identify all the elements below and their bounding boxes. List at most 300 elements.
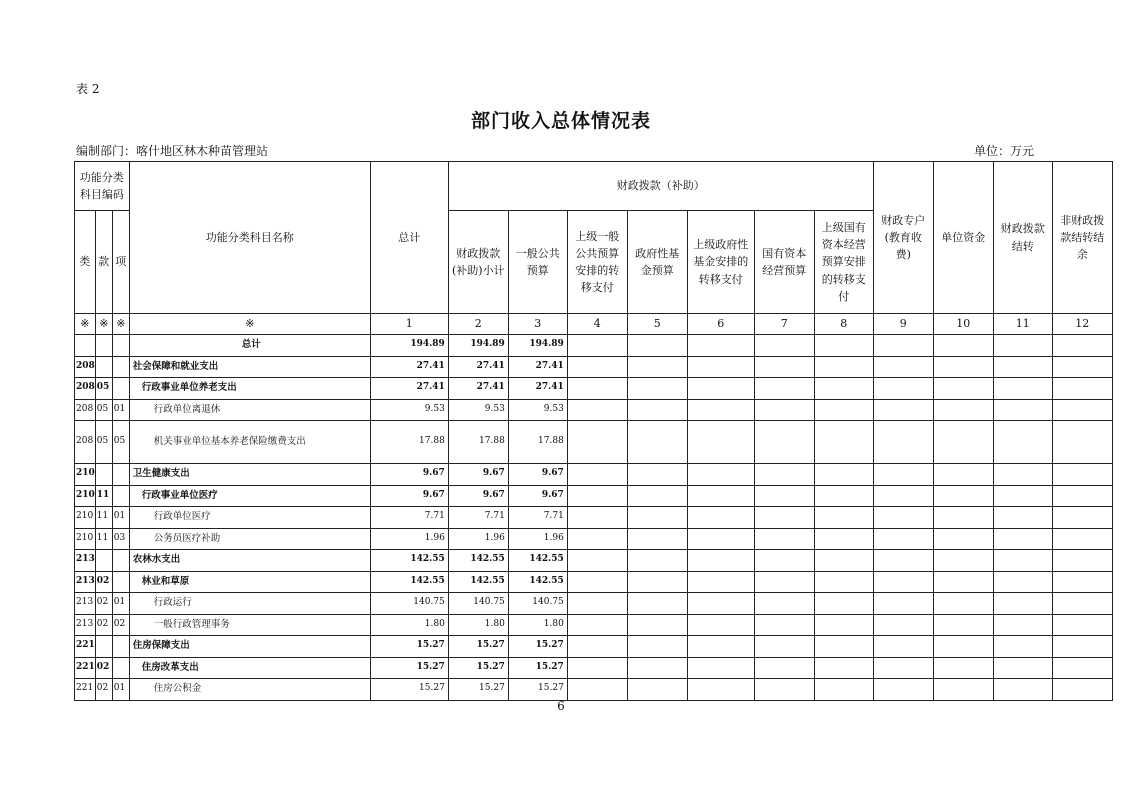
value-empty xyxy=(627,507,687,529)
department-label: 编制部门：喀什地区林木种苗管理站 xyxy=(76,144,269,158)
code-xiang: 03 xyxy=(112,528,129,550)
value-empty xyxy=(814,657,873,679)
value-empty xyxy=(567,507,627,529)
value-empty xyxy=(873,485,933,507)
table-row xyxy=(75,657,1113,679)
code-lei: 213 xyxy=(75,571,96,593)
code-lei: 213 xyxy=(75,593,96,615)
value-empty xyxy=(567,378,627,400)
col-number: 12 xyxy=(1052,314,1112,335)
value-empty xyxy=(687,550,754,572)
value-empty xyxy=(1052,636,1112,658)
value-empty xyxy=(1052,335,1112,357)
value-empty xyxy=(993,507,1052,529)
value-total: 140.75 xyxy=(370,593,448,615)
header-general-public: 一般公共预算 xyxy=(508,211,567,314)
value-empty xyxy=(993,679,1052,701)
value-empty xyxy=(687,593,754,615)
value-empty xyxy=(814,507,873,529)
value-empty xyxy=(933,378,993,400)
value-general-public: 9.67 xyxy=(508,464,567,486)
value-empty xyxy=(933,356,993,378)
value-total: 9.67 xyxy=(370,464,448,486)
value-total: 142.55 xyxy=(370,550,448,572)
item-name: 一般行政管理事务 xyxy=(129,614,370,636)
item-name: 林业和草原 xyxy=(129,571,370,593)
value-total: 9.67 xyxy=(370,485,448,507)
value-empty xyxy=(814,485,873,507)
value-general-public: 142.55 xyxy=(508,550,567,572)
table-row xyxy=(75,464,1113,486)
value-empty xyxy=(814,571,873,593)
code-lei: 208 xyxy=(75,378,96,400)
value-total: 15.27 xyxy=(370,679,448,701)
code-xiang xyxy=(112,378,129,400)
value-empty xyxy=(754,399,814,421)
value-general-public: 15.27 xyxy=(508,657,567,679)
value-empty xyxy=(687,679,754,701)
value-general-public: 27.41 xyxy=(508,356,567,378)
value-empty xyxy=(754,571,814,593)
value-empty xyxy=(627,550,687,572)
item-name: 行政事业单位养老支出 xyxy=(129,378,370,400)
value-empty xyxy=(993,464,1052,486)
value-empty xyxy=(627,571,687,593)
table-row xyxy=(75,636,1113,658)
value-empty xyxy=(814,421,873,464)
code-lei: 210 xyxy=(75,528,96,550)
code-xiang: 01 xyxy=(112,507,129,529)
code-kuan xyxy=(95,636,112,658)
value-fiscal-subtotal: 27.41 xyxy=(448,378,508,400)
value-empty xyxy=(933,335,993,357)
value-fiscal-subtotal: 142.55 xyxy=(448,571,508,593)
value-empty xyxy=(687,528,754,550)
value-empty xyxy=(1052,507,1112,529)
table-number: 表 2 xyxy=(76,82,100,96)
code-lei: 213 xyxy=(75,550,96,572)
value-fiscal-subtotal: 9.67 xyxy=(448,485,508,507)
value-empty xyxy=(993,657,1052,679)
value-empty xyxy=(993,356,1052,378)
value-empty xyxy=(627,335,687,357)
value-empty xyxy=(627,485,687,507)
value-empty xyxy=(1052,571,1112,593)
code-xiang xyxy=(112,571,129,593)
table-row xyxy=(75,399,1113,421)
mark-cell: ※ xyxy=(129,314,370,335)
header-code-group: 功能分类科目编码 xyxy=(75,162,130,211)
value-empty xyxy=(873,614,933,636)
header-kuan: 款 xyxy=(95,211,112,314)
table-row xyxy=(75,335,1113,357)
mark-cell: ※ xyxy=(95,314,112,335)
code-kuan: 11 xyxy=(95,528,112,550)
code-lei: 208 xyxy=(75,399,96,421)
value-empty xyxy=(933,399,993,421)
value-general-public: 15.27 xyxy=(508,679,567,701)
mark-cell: ※ xyxy=(112,314,129,335)
code-kuan: 11 xyxy=(95,507,112,529)
value-empty xyxy=(627,464,687,486)
code-lei xyxy=(75,335,96,357)
code-xiang xyxy=(112,485,129,507)
value-empty xyxy=(687,421,754,464)
header-name: 功能分类科目名称 xyxy=(129,162,370,314)
page-title: 部门收入总体情况表 xyxy=(470,110,651,132)
value-general-public: 7.71 xyxy=(508,507,567,529)
value-empty xyxy=(567,464,627,486)
code-kuan: 05 xyxy=(95,378,112,400)
value-empty xyxy=(1052,378,1112,400)
value-empty xyxy=(1052,679,1112,701)
value-fiscal-subtotal: 9.67 xyxy=(448,464,508,486)
value-general-public: 27.41 xyxy=(508,378,567,400)
value-fiscal-subtotal: 17.88 xyxy=(448,421,508,464)
value-empty xyxy=(567,528,627,550)
code-xiang xyxy=(112,335,129,357)
value-empty xyxy=(873,571,933,593)
value-empty xyxy=(687,335,754,357)
value-empty xyxy=(627,657,687,679)
code-kuan: 02 xyxy=(95,614,112,636)
item-name: 社会保障和就业支出 xyxy=(129,356,370,378)
value-empty xyxy=(754,636,814,658)
value-empty xyxy=(814,464,873,486)
value-empty xyxy=(1052,593,1112,615)
value-empty xyxy=(814,378,873,400)
mark-cell: ※ xyxy=(75,314,96,335)
value-total: 15.27 xyxy=(370,636,448,658)
code-kuan: 02 xyxy=(95,593,112,615)
code-kuan xyxy=(95,356,112,378)
value-empty xyxy=(687,571,754,593)
value-empty xyxy=(754,679,814,701)
value-empty xyxy=(754,657,814,679)
code-xiang: 05 xyxy=(112,421,129,464)
value-total: 7.71 xyxy=(370,507,448,529)
header-total: 总计 xyxy=(370,162,448,314)
value-empty xyxy=(814,614,873,636)
value-empty xyxy=(627,636,687,658)
value-empty xyxy=(567,679,627,701)
header-unit-fund: 单位资金 xyxy=(933,162,993,314)
value-empty xyxy=(814,550,873,572)
value-empty xyxy=(993,614,1052,636)
value-empty xyxy=(754,593,814,615)
code-lei: 208 xyxy=(75,421,96,464)
table-row xyxy=(75,593,1113,615)
value-fiscal-subtotal: 27.41 xyxy=(448,356,508,378)
value-general-public: 194.89 xyxy=(508,335,567,357)
code-xiang: 01 xyxy=(112,593,129,615)
value-total: 194.89 xyxy=(370,335,448,357)
table-row xyxy=(75,421,1113,464)
value-fiscal-subtotal: 194.89 xyxy=(448,335,508,357)
table-row xyxy=(75,679,1113,701)
item-name: 行政事业单位医疗 xyxy=(129,485,370,507)
col-number: 11 xyxy=(993,314,1052,335)
value-empty xyxy=(754,507,814,529)
value-empty xyxy=(993,399,1052,421)
header-nonfiscal-carryover: 非财政拨款结转结余 xyxy=(1052,162,1112,314)
code-kuan: 05 xyxy=(95,421,112,464)
col-number: 9 xyxy=(873,314,933,335)
code-lei: 210 xyxy=(75,507,96,529)
col-number: 6 xyxy=(687,314,754,335)
unit-label: 单位：万元 xyxy=(974,144,1035,158)
value-empty xyxy=(754,485,814,507)
value-empty xyxy=(627,528,687,550)
value-empty xyxy=(933,679,993,701)
code-xiang xyxy=(112,657,129,679)
value-empty xyxy=(993,636,1052,658)
value-fiscal-subtotal: 140.75 xyxy=(448,593,508,615)
value-empty xyxy=(993,593,1052,615)
value-fiscal-subtotal: 1.80 xyxy=(448,614,508,636)
item-name: 公务员医疗补助 xyxy=(129,528,370,550)
value-empty xyxy=(873,636,933,658)
value-empty xyxy=(567,399,627,421)
value-empty xyxy=(933,507,993,529)
col-number: 8 xyxy=(814,314,873,335)
income-table xyxy=(74,161,1113,701)
value-empty xyxy=(933,593,993,615)
item-name: 住房公积金 xyxy=(129,679,370,701)
code-lei: 221 xyxy=(75,636,96,658)
value-empty xyxy=(814,593,873,615)
header-fiscal-group: 财政拨款（补助） xyxy=(448,162,873,211)
code-xiang xyxy=(112,356,129,378)
value-empty xyxy=(1052,528,1112,550)
code-xiang: 01 xyxy=(112,679,129,701)
code-lei: 210 xyxy=(75,485,96,507)
value-general-public: 1.96 xyxy=(508,528,567,550)
value-total: 27.41 xyxy=(370,356,448,378)
value-empty xyxy=(567,614,627,636)
value-empty xyxy=(933,614,993,636)
value-empty xyxy=(933,528,993,550)
value-empty xyxy=(993,378,1052,400)
value-empty xyxy=(627,399,687,421)
value-general-public: 17.88 xyxy=(508,421,567,464)
code-xiang xyxy=(112,550,129,572)
table-row xyxy=(75,485,1113,507)
value-empty xyxy=(754,356,814,378)
header-state-capital: 国有资本经营预算 xyxy=(754,211,814,314)
value-empty xyxy=(873,593,933,615)
code-kuan xyxy=(95,335,112,357)
value-empty xyxy=(873,356,933,378)
value-empty xyxy=(627,356,687,378)
code-kuan: 05 xyxy=(95,399,112,421)
value-empty xyxy=(993,550,1052,572)
value-empty xyxy=(567,485,627,507)
item-name: 行政运行 xyxy=(129,593,370,615)
value-empty xyxy=(873,464,933,486)
value-empty xyxy=(754,550,814,572)
header-lei: 类 xyxy=(75,211,96,314)
value-general-public: 142.55 xyxy=(508,571,567,593)
value-fiscal-subtotal: 7.71 xyxy=(448,507,508,529)
col-number: 1 xyxy=(370,314,448,335)
value-empty xyxy=(873,335,933,357)
value-total: 1.80 xyxy=(370,614,448,636)
value-empty xyxy=(873,507,933,529)
header-fiscal-subtotal: 财政拨款(补助)小计 xyxy=(448,211,508,314)
value-empty xyxy=(993,571,1052,593)
code-lei: 208 xyxy=(75,356,96,378)
code-kuan: 02 xyxy=(95,571,112,593)
value-empty xyxy=(873,399,933,421)
value-empty xyxy=(873,679,933,701)
value-general-public: 9.53 xyxy=(508,399,567,421)
header-gov-fund: 政府性基金预算 xyxy=(627,211,687,314)
value-empty xyxy=(993,421,1052,464)
value-empty xyxy=(873,657,933,679)
value-empty xyxy=(1052,614,1112,636)
code-lei: 221 xyxy=(75,657,96,679)
value-empty xyxy=(687,657,754,679)
item-name: 总计 xyxy=(129,335,370,357)
value-empty xyxy=(814,356,873,378)
table-row xyxy=(75,507,1113,529)
value-total: 1.96 xyxy=(370,528,448,550)
header-fiscal-carryover: 财政拨款结转 xyxy=(993,162,1052,314)
value-empty xyxy=(933,464,993,486)
value-empty xyxy=(567,593,627,615)
value-empty xyxy=(873,550,933,572)
code-xiang xyxy=(112,636,129,658)
value-empty xyxy=(687,485,754,507)
value-fiscal-subtotal: 142.55 xyxy=(448,550,508,572)
value-total: 142.55 xyxy=(370,571,448,593)
code-kuan: 02 xyxy=(95,679,112,701)
value-empty xyxy=(567,636,627,658)
value-empty xyxy=(1052,550,1112,572)
value-general-public: 1.80 xyxy=(508,614,567,636)
table-row xyxy=(75,378,1113,400)
value-empty xyxy=(567,335,627,357)
value-empty xyxy=(933,485,993,507)
table-row xyxy=(75,614,1113,636)
item-name: 行政单位离退休 xyxy=(129,399,370,421)
value-empty xyxy=(687,378,754,400)
value-empty xyxy=(687,636,754,658)
value-empty xyxy=(814,335,873,357)
value-empty xyxy=(993,485,1052,507)
code-xiang: 02 xyxy=(112,614,129,636)
value-empty xyxy=(687,464,754,486)
value-empty xyxy=(1052,399,1112,421)
header-upper-general-transfer: 上级一般公共预算安排的转移支付 xyxy=(567,211,627,314)
value-empty xyxy=(933,657,993,679)
item-name: 农林水支出 xyxy=(129,550,370,572)
value-empty xyxy=(687,356,754,378)
table-row xyxy=(75,550,1113,572)
value-total: 27.41 xyxy=(370,378,448,400)
value-empty xyxy=(933,636,993,658)
value-empty xyxy=(993,528,1052,550)
value-empty xyxy=(754,464,814,486)
value-empty xyxy=(627,614,687,636)
value-empty xyxy=(1052,485,1112,507)
item-name: 住房改革支出 xyxy=(129,657,370,679)
item-name: 住房保障支出 xyxy=(129,636,370,658)
value-empty xyxy=(567,571,627,593)
header-upper-state-capital-transfer: 上级国有资本经营预算安排的转移支付 xyxy=(814,211,873,314)
code-kuan: 02 xyxy=(95,657,112,679)
code-xiang: 01 xyxy=(112,399,129,421)
value-empty xyxy=(687,614,754,636)
code-kuan: 11 xyxy=(95,485,112,507)
value-empty xyxy=(933,550,993,572)
table-body xyxy=(75,335,1113,701)
value-empty xyxy=(1052,421,1112,464)
code-xiang xyxy=(112,464,129,486)
value-empty xyxy=(814,679,873,701)
value-empty xyxy=(873,378,933,400)
value-empty xyxy=(933,421,993,464)
col-number: 4 xyxy=(567,314,627,335)
code-lei: 221 xyxy=(75,679,96,701)
value-fiscal-subtotal: 9.53 xyxy=(448,399,508,421)
value-fiscal-subtotal: 15.27 xyxy=(448,657,508,679)
value-empty xyxy=(687,399,754,421)
col-number: 10 xyxy=(933,314,993,335)
code-kuan xyxy=(95,550,112,572)
value-empty xyxy=(814,399,873,421)
value-empty xyxy=(1052,464,1112,486)
value-empty xyxy=(627,593,687,615)
code-lei: 210 xyxy=(75,464,96,486)
value-empty xyxy=(754,528,814,550)
value-empty xyxy=(993,335,1052,357)
value-empty xyxy=(873,421,933,464)
value-general-public: 9.67 xyxy=(508,485,567,507)
col-number: 7 xyxy=(754,314,814,335)
value-empty xyxy=(814,528,873,550)
value-general-public: 15.27 xyxy=(508,636,567,658)
col-number: 3 xyxy=(508,314,567,335)
header-xiang: 项 xyxy=(112,211,129,314)
page-number: 6 xyxy=(557,699,565,713)
value-fiscal-subtotal: 1.96 xyxy=(448,528,508,550)
value-total: 17.88 xyxy=(370,421,448,464)
value-general-public: 140.75 xyxy=(508,593,567,615)
table-row xyxy=(75,528,1113,550)
item-name: 行政单位医疗 xyxy=(129,507,370,529)
value-total: 9.53 xyxy=(370,399,448,421)
header-special: 财政专户(教育收费) xyxy=(873,162,933,314)
value-empty xyxy=(873,528,933,550)
table-row xyxy=(75,356,1113,378)
value-empty xyxy=(1052,657,1112,679)
col-number: 5 xyxy=(627,314,687,335)
value-empty xyxy=(567,421,627,464)
value-empty xyxy=(1052,356,1112,378)
value-empty xyxy=(814,636,873,658)
value-empty xyxy=(567,356,627,378)
item-name: 机关事业单位基本养老保险缴费支出 xyxy=(129,421,370,464)
value-empty xyxy=(754,421,814,464)
value-empty xyxy=(754,335,814,357)
value-empty xyxy=(567,657,627,679)
value-empty xyxy=(627,421,687,464)
col-number: 2 xyxy=(448,314,508,335)
code-lei: 213 xyxy=(75,614,96,636)
value-empty xyxy=(627,378,687,400)
